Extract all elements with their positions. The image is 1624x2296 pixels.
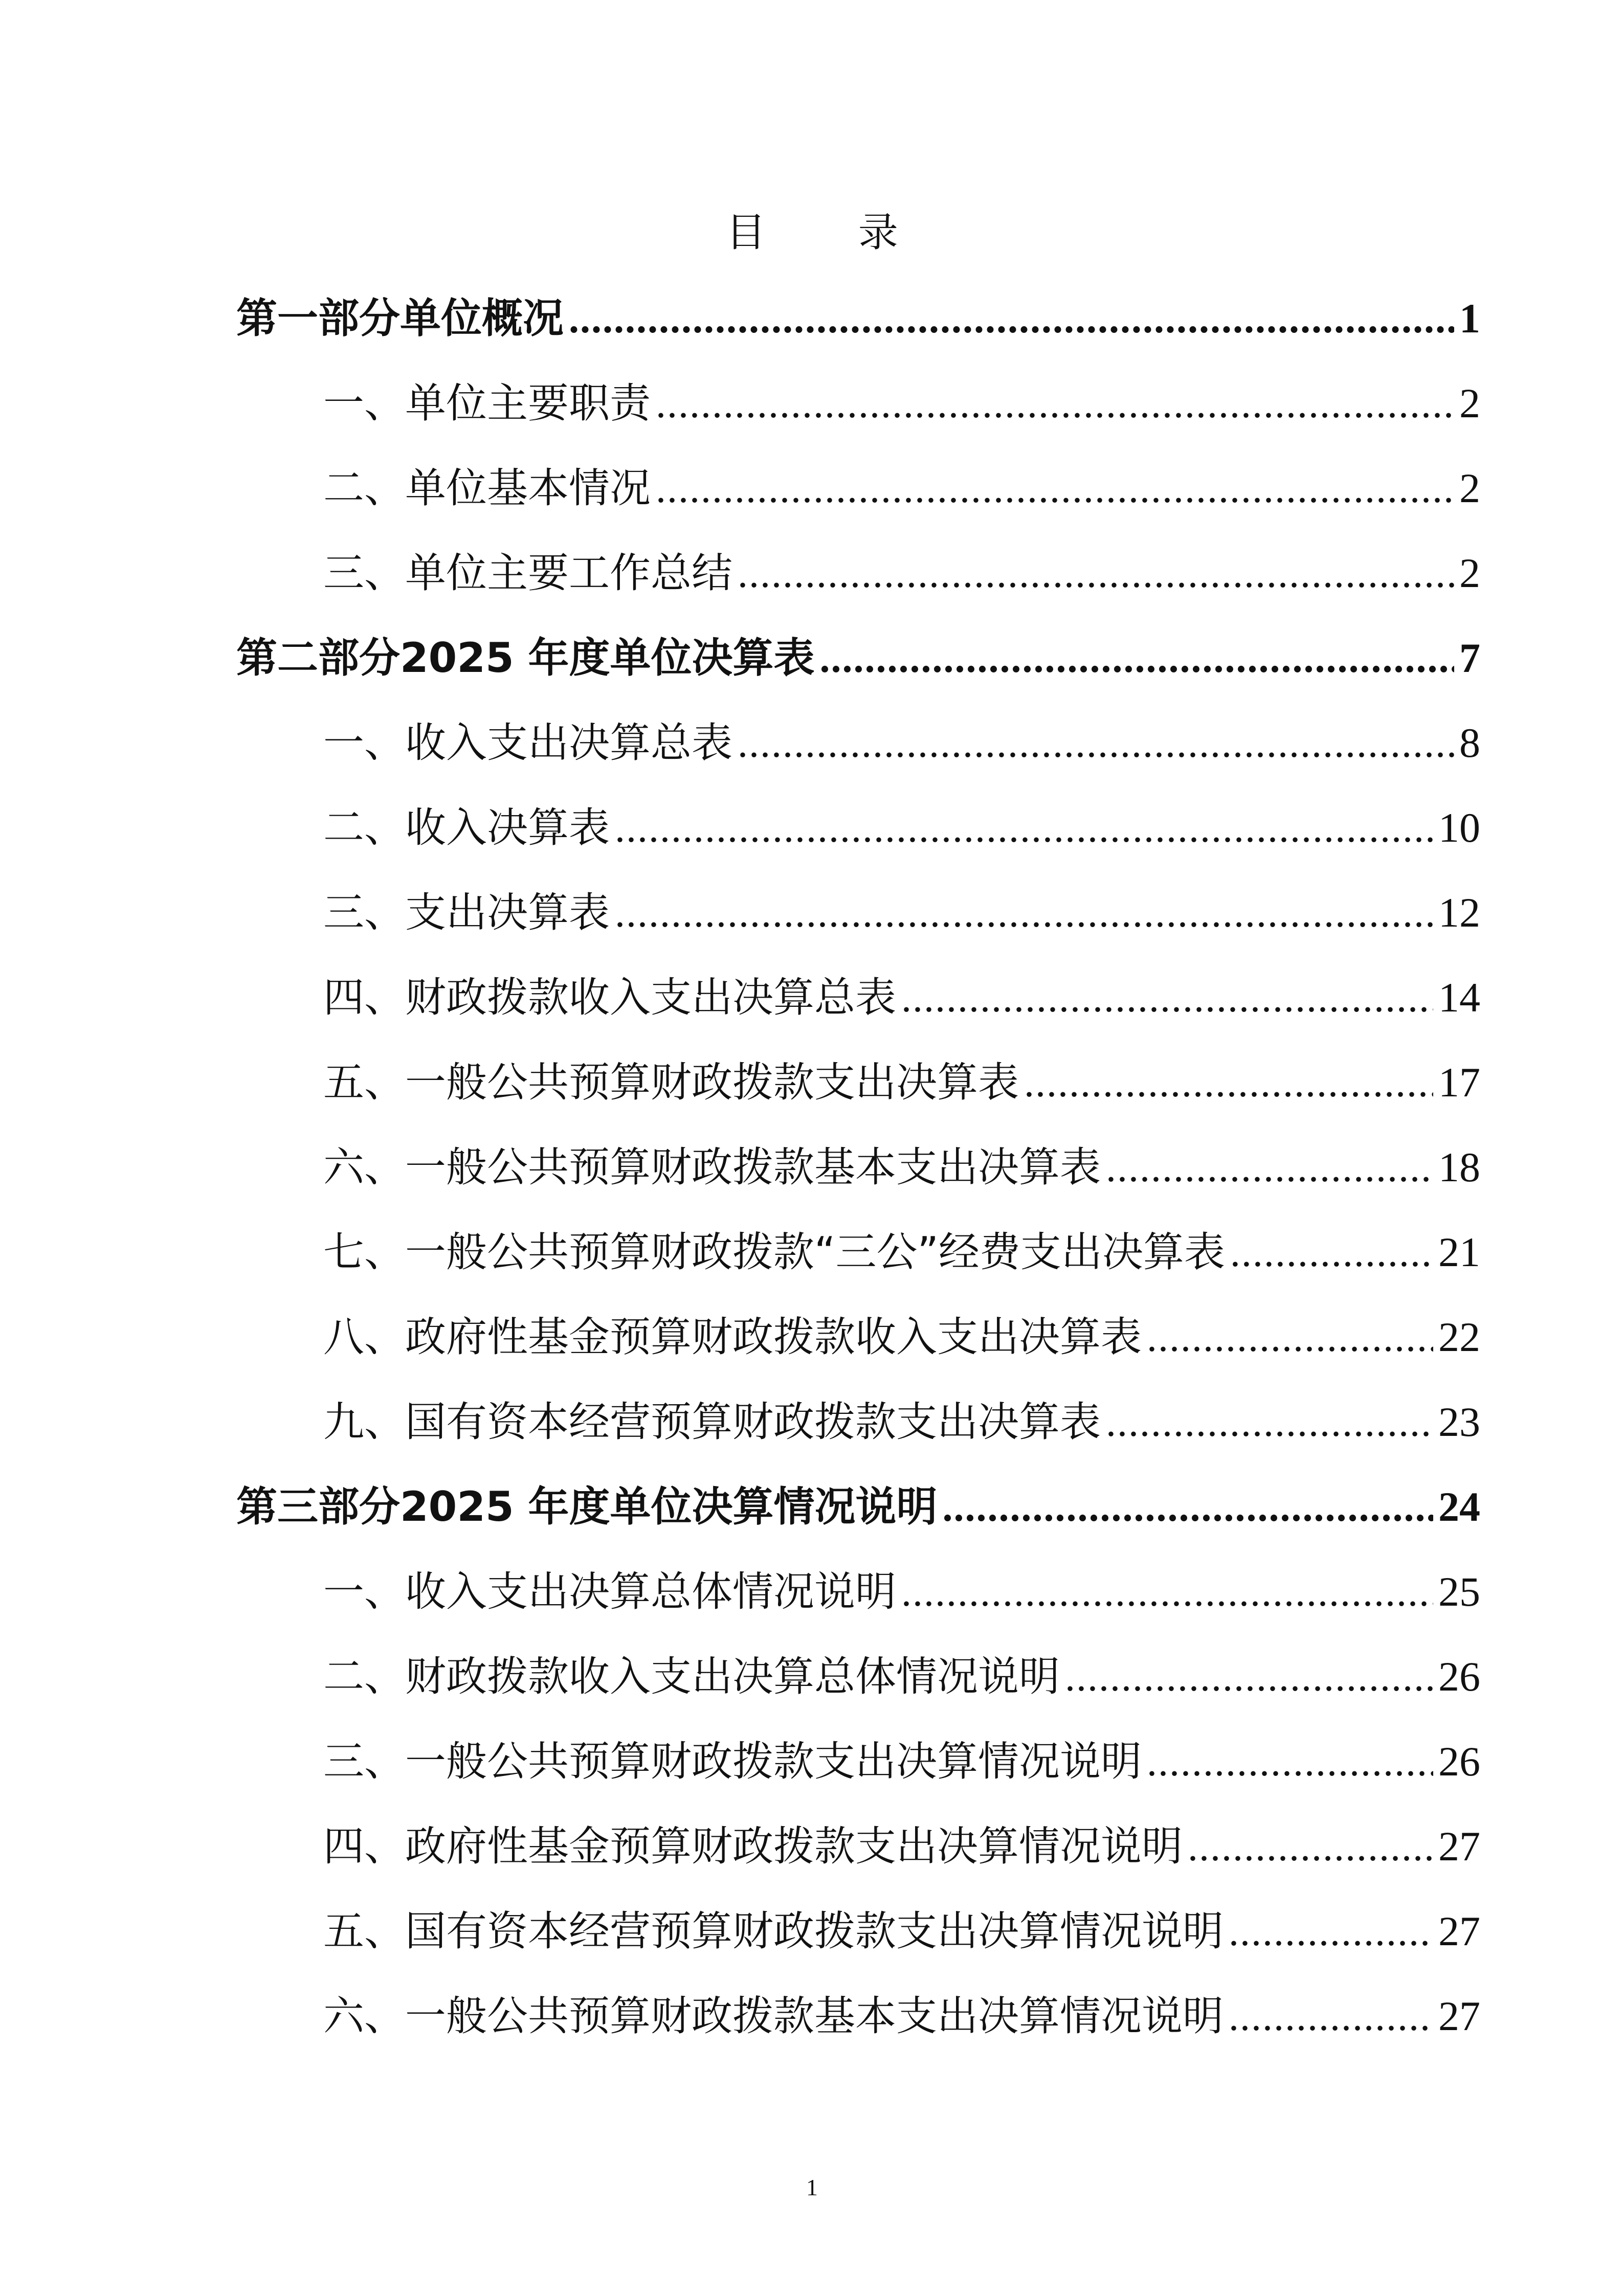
toc-subsection-item[interactable] bbox=[236, 531, 1480, 616]
dot-leader bbox=[1229, 1889, 1433, 1974]
toc-entry-title: 第三部分2025 年度单位决算情况说明 bbox=[236, 1483, 938, 1530]
toc-entry-title: 第一部分单位概况 bbox=[236, 295, 564, 342]
page-number: 1 bbox=[806, 2174, 818, 2200]
toc-entry-page-number: 10 bbox=[1438, 804, 1480, 851]
dot-leader bbox=[615, 871, 1433, 956]
toc-subsection-item[interactable] bbox=[236, 361, 1480, 446]
dot-leader bbox=[1065, 1635, 1433, 1720]
toc-subsection-item[interactable] bbox=[236, 1804, 1480, 1889]
page-title: 目 录 bbox=[726, 210, 938, 256]
dot-leader bbox=[738, 531, 1454, 616]
toc-entry-title: 五、国有资本经营预算财政拨款支出决算情况说明 bbox=[323, 1907, 1223, 1955]
toc-entry-page-number: 25 bbox=[1438, 1568, 1480, 1615]
toc-entry-title: 二、财政拨款收入支出决算总体情况说明 bbox=[323, 1653, 1060, 1700]
toc-subsection-item[interactable] bbox=[236, 1974, 1480, 2059]
toc-entry-title: 四、财政拨款收入支出决算总表 bbox=[323, 974, 896, 1021]
dot-leader bbox=[1024, 1041, 1433, 1126]
toc-entry-page-number: 12 bbox=[1438, 889, 1480, 936]
toc-entry-title: 四、政府性基金预算财政拨款支出决算情况说明 bbox=[323, 1822, 1183, 1870]
dot-leader bbox=[656, 362, 1454, 446]
toc-entry-title: 一、单位主要职责 bbox=[323, 379, 651, 427]
toc-entry-page-number: 8 bbox=[1459, 719, 1480, 766]
toc-entry-page-number: 27 bbox=[1438, 1823, 1480, 1870]
dot-leader bbox=[901, 1550, 1433, 1635]
dot-leader bbox=[1106, 1380, 1433, 1465]
toc-entry-title: 一、收入支出决算总体情况说明 bbox=[323, 1568, 896, 1615]
toc-subsection-item[interactable] bbox=[236, 1125, 1480, 1210]
toc-section-heading[interactable] bbox=[236, 276, 1480, 361]
toc-subsection-item[interactable] bbox=[236, 701, 1480, 785]
toc-subsection-item[interactable] bbox=[236, 1889, 1480, 1974]
toc-entry-page-number: 1 bbox=[1459, 295, 1480, 342]
toc-entry-page-number: 27 bbox=[1438, 1993, 1480, 2039]
toc-subsection-item[interactable] bbox=[236, 1295, 1480, 1380]
dot-leader bbox=[901, 956, 1433, 1041]
dot-leader bbox=[943, 1465, 1433, 1550]
toc-entry-page-number: 26 bbox=[1438, 1738, 1480, 1785]
dot-leader bbox=[1188, 1805, 1433, 1889]
toc-section-heading[interactable] bbox=[236, 616, 1480, 701]
table-of-contents bbox=[236, 276, 1480, 2059]
dot-leader bbox=[1229, 1974, 1433, 2059]
toc-entry-title: 六、一般公共预算财政拨款基本支出决算情况说明 bbox=[323, 1992, 1223, 2040]
dot-leader bbox=[569, 277, 1454, 362]
dot-leader bbox=[1230, 1210, 1433, 1295]
toc-entry-title: 第二部分2025 年度单位决算表 bbox=[236, 634, 815, 682]
toc-subsection-item[interactable] bbox=[236, 870, 1480, 955]
toc-entry-page-number: 2 bbox=[1459, 550, 1480, 596]
toc-entry-title: 二、单位基本情况 bbox=[323, 464, 651, 512]
dot-leader bbox=[1147, 1720, 1433, 1805]
toc-section-heading[interactable] bbox=[236, 1465, 1480, 1549]
toc-entry-page-number: 21 bbox=[1438, 1229, 1480, 1275]
toc-entry-page-number: 7 bbox=[1459, 635, 1480, 681]
toc-subsection-item[interactable] bbox=[236, 1210, 1480, 1295]
toc-subsection-item[interactable] bbox=[236, 955, 1480, 1040]
dot-leader bbox=[820, 616, 1454, 701]
dot-leader bbox=[656, 446, 1454, 531]
toc-subsection-item[interactable] bbox=[236, 446, 1480, 531]
toc-entry-page-number: 26 bbox=[1438, 1653, 1480, 1700]
dot-leader bbox=[1106, 1126, 1433, 1210]
toc-entry-page-number: 2 bbox=[1459, 380, 1480, 426]
toc-entry-page-number: 17 bbox=[1438, 1059, 1480, 1106]
dot-leader bbox=[1147, 1295, 1433, 1380]
toc-entry-title: 八、政府性基金预算财政拨款收入支出决算表 bbox=[323, 1313, 1142, 1361]
toc-entry-page-number: 23 bbox=[1438, 1399, 1480, 1445]
toc-entry-page-number: 22 bbox=[1438, 1314, 1480, 1360]
dot-leader bbox=[738, 701, 1454, 786]
toc-subsection-item[interactable] bbox=[236, 1634, 1480, 1719]
toc-entry-title: 一、收入支出决算总表 bbox=[323, 719, 732, 767]
toc-subsection-item[interactable] bbox=[236, 1040, 1480, 1125]
toc-subsection-item[interactable] bbox=[236, 785, 1480, 870]
toc-entry-title: 九、国有资本经营预算财政拨款支出决算表 bbox=[323, 1398, 1101, 1446]
toc-entry-title: 五、一般公共预算财政拨款支出决算表 bbox=[323, 1059, 1019, 1106]
toc-entry-page-number: 2 bbox=[1459, 465, 1480, 511]
toc-entry-page-number: 24 bbox=[1438, 1483, 1480, 1530]
toc-entry-title: 二、收入决算表 bbox=[323, 804, 610, 851]
toc-entry-page-number: 18 bbox=[1438, 1144, 1480, 1190]
dot-leader bbox=[615, 786, 1433, 871]
toc-entry-page-number: 14 bbox=[1438, 974, 1480, 1021]
toc-entry-title: 三、一般公共预算财政拨款支出决算情况说明 bbox=[323, 1738, 1142, 1785]
toc-entry-page-number: 27 bbox=[1438, 1908, 1480, 1954]
toc-entry-title: 七、一般公共预算财政拨款“三公”经费支出决算表 bbox=[323, 1228, 1225, 1276]
toc-subsection-item[interactable] bbox=[236, 1549, 1480, 1634]
toc-entry-title: 三、支出决算表 bbox=[323, 889, 610, 936]
toc-entry-title: 六、一般公共预算财政拨款基本支出决算表 bbox=[323, 1143, 1101, 1191]
toc-entry-title: 三、单位主要工作总结 bbox=[323, 549, 732, 597]
toc-subsection-item[interactable] bbox=[236, 1719, 1480, 1804]
toc-subsection-item[interactable] bbox=[236, 1380, 1480, 1465]
